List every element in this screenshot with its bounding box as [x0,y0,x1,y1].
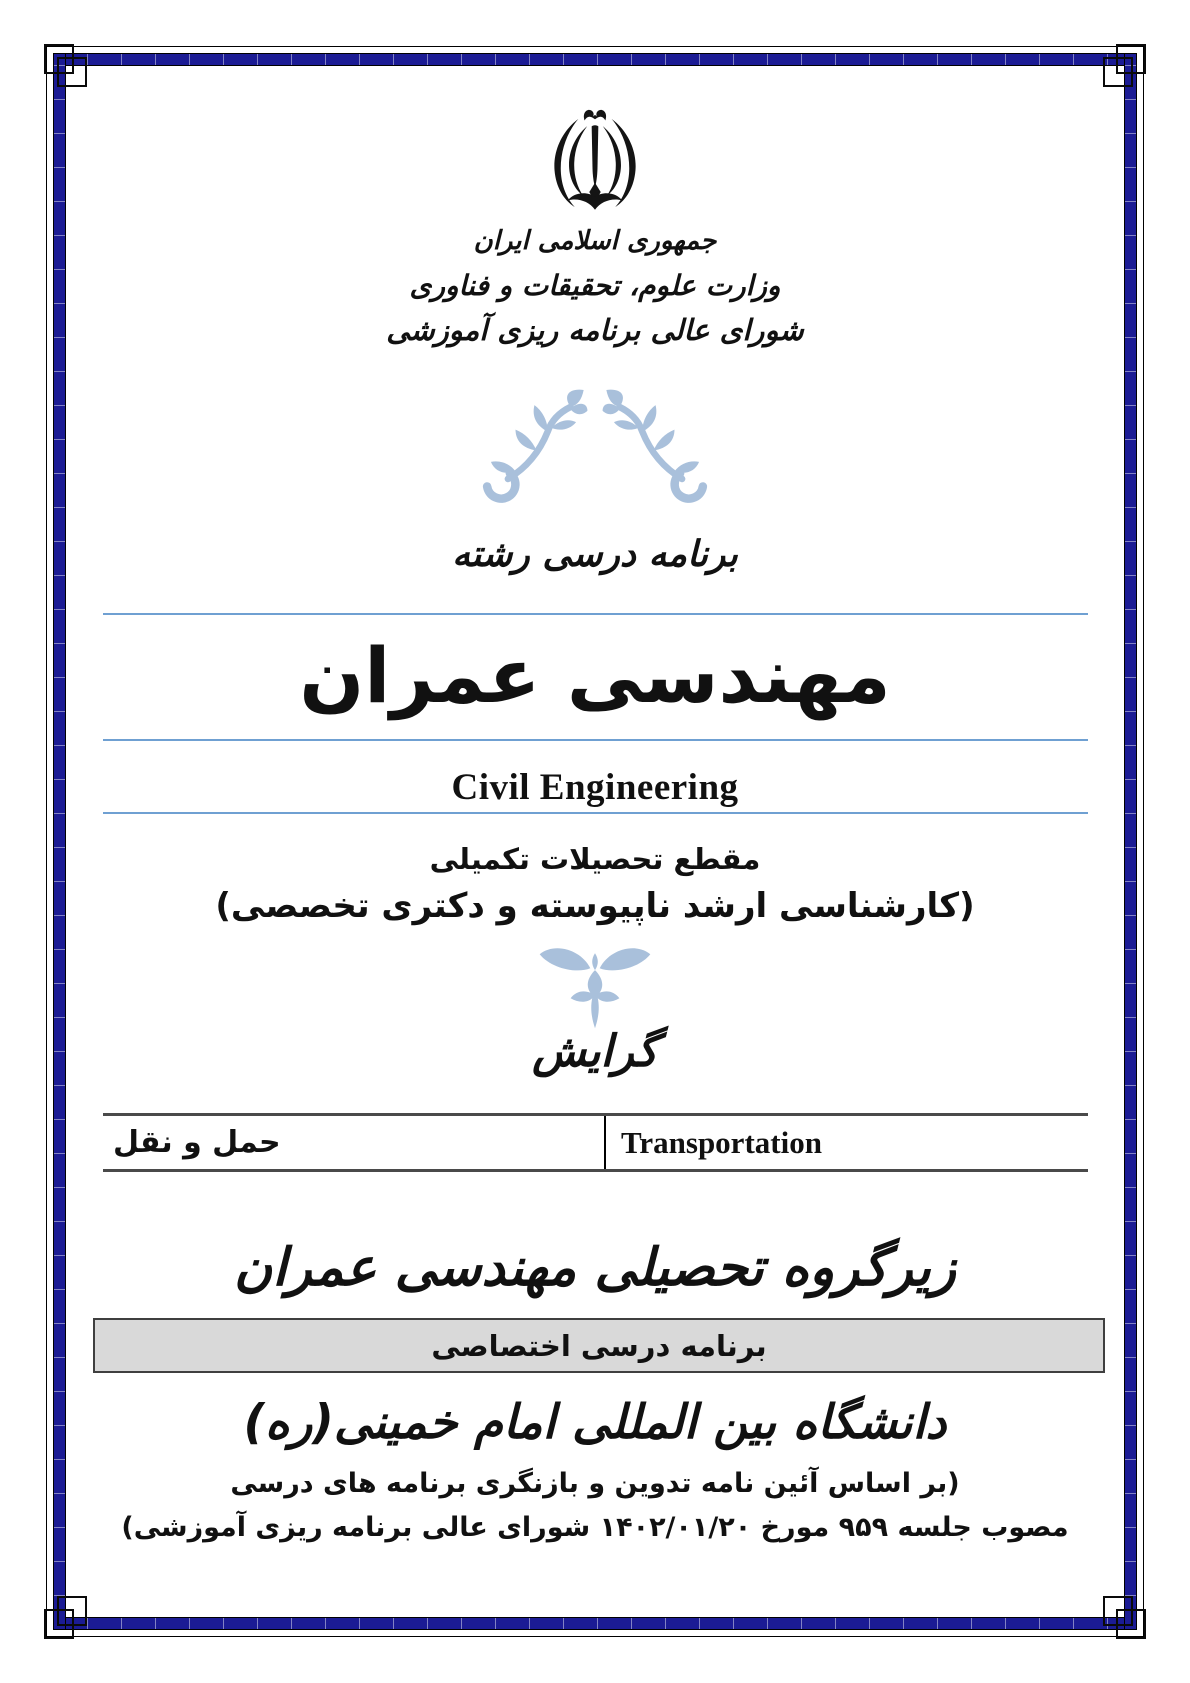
footer-line-1: (بر اساس آئین نامه تدوین و بازنگری برنامه های درسی [230,1468,960,1499]
divider-rule-top [103,613,1088,615]
iran-national-emblem-icon [543,108,647,218]
corner-squares-ornament-top-right [1104,44,1146,86]
ornament-container [0,388,1190,517]
divider-rule-middle [103,739,1088,741]
header-line-council: شورای عالی برنامه ریزی آموزشی [386,313,804,347]
emblem-container [0,108,1190,222]
footer-line-2: مصوب جلسه ۹۵۹ مورخ ۱۴۰۲/۰۱/۲۰ شورای عالی برنامه ریزی آموزشی) [121,1512,1069,1543]
university-title: دانشگاه بین المللی امام خمینی(ره) [243,1395,947,1450]
level-subheading: (کارشناسی ارشد ناپیوسته و دکتری تخصصی) [215,886,975,926]
banner-bar: برنامه درسی اختصاصی [93,1318,1105,1373]
field-title-en: Civil Engineering [451,767,739,808]
level-heading: مقطع تحصیلات تکمیلی [429,842,761,876]
corner-squares-ornament-bottom-left [44,1597,86,1639]
corner-squares-ornament-top-left [44,44,86,86]
header-line-country: جمهوری اسلامی ایران [473,226,717,256]
orientation-cell-fa: حمل و نقل [113,1125,281,1160]
field-title-fa: مهندسی عمران [299,631,891,720]
small-ornament-container [0,942,1190,1036]
leaf-ornament-icon [534,942,656,1032]
orientation-label: گرایش [532,1026,658,1077]
header-line-ministry: وزارت علوم، تحقیقات و فناوری [409,269,781,302]
floral-ornament-icon [472,388,718,513]
page-border-band-bottom [53,1617,1137,1630]
page-border-band-top [53,53,1137,66]
orientation-cell-en: Transportation [621,1124,822,1160]
subgroup-title: زیرگروه تحصیلی مهندسی عمران [234,1238,956,1298]
corner-squares-ornament-bottom-right [1104,1597,1146,1639]
orientation-table [103,1113,1088,1172]
divider-rule-bottom [103,812,1088,814]
program-label: برنامه درسی رشته [452,534,738,575]
